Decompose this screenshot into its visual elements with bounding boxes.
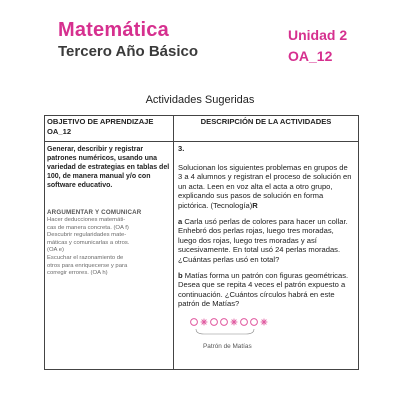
problem-b-text: Matías forma un patrón con figuras geométricas. Desea que se repita 4 veces el patrón expuesto a continuación. ¿Cuántos círculos habrá en este patrón de Matías? [178, 270, 349, 309]
argumentar-line: Escuchar el razonamiento de [47, 254, 124, 261]
circle-icon [241, 319, 248, 326]
description-cell [174, 142, 359, 370]
activity-number: 3. [178, 144, 185, 153]
activity-intro [178, 163, 354, 211]
problem-a-label: a [178, 216, 183, 226]
unit-label: Unidad 2 [288, 27, 348, 43]
argumentar-list [45, 217, 173, 278]
objective-cell [45, 142, 174, 370]
circle-icon [221, 319, 228, 326]
pattern-caption: Patrón de Matías [203, 342, 252, 350]
pattern-bracket [196, 329, 254, 334]
description-header: DESCRIPCIÓN DE LA ACTIVIDADES [174, 116, 359, 142]
argumentar-line: Hacer deducciones matemáti- [47, 217, 126, 223]
pattern-shapes-graphic [184, 315, 294, 337]
star-icon [231, 319, 238, 326]
argumentar-line: cas de manera concreta. (OA f) [47, 224, 129, 231]
argumentar-line: otros para enriquecerse y para [47, 262, 128, 269]
problem-b-label: b [178, 270, 183, 280]
objective-text: Generar, describir y registrar patrones numéricos, usando una variedad de estrategias en tablas del 100, de manera manual y/o con software educativo. [47, 146, 170, 189]
problem-b [178, 271, 354, 309]
section-title: Actividades Sugeridas [145, 94, 255, 106]
activities-table [44, 115, 359, 370]
pattern-figure [184, 315, 354, 351]
argumentar-line: máticas y comunicarlas a otros. [47, 239, 130, 246]
star-icon [261, 319, 268, 326]
circle-icon [191, 319, 198, 326]
argumentar-line: (OA e) [47, 247, 65, 254]
argumentar-title: ARGUMENTAR Y COMUNICAR [47, 209, 142, 216]
star-icon [201, 319, 208, 326]
intro-suffix: R [252, 200, 258, 210]
problem-a [178, 217, 354, 265]
circle-icon [211, 319, 218, 326]
intro-text: Solucionan los siguientes problemas en grupos de 3 a 4 alumnos y registran el proceso de solución en un acta. Leen en voz alta el acta a otro grupo, explicando sus pasos de solución en forma pictórica. (Tecnología) [178, 162, 352, 210]
argumentar-line: corregir errores. (OA h) [47, 270, 108, 277]
oa-label: OA_12 [288, 48, 333, 64]
circle-icon [251, 319, 258, 326]
argumentar-line: Descubrir regularidades mate- [47, 232, 127, 239]
page-title: Matemática [58, 19, 169, 41]
objective-header: OBJETIVO DE APRENDIZAJE OA_12 [45, 116, 174, 142]
problem-a-text: Carla usó perlas de colores para hacer un collar. Enhebró dos perlas rojas, luego tres moradas, luego dos rojas, luego tres moradas y así sucesivamente. En total usó 24 perlas moradas. ¿Cuántas perlas usó en total? [178, 216, 348, 264]
grade-subtitle: Tercero Año Básico [58, 43, 199, 60]
